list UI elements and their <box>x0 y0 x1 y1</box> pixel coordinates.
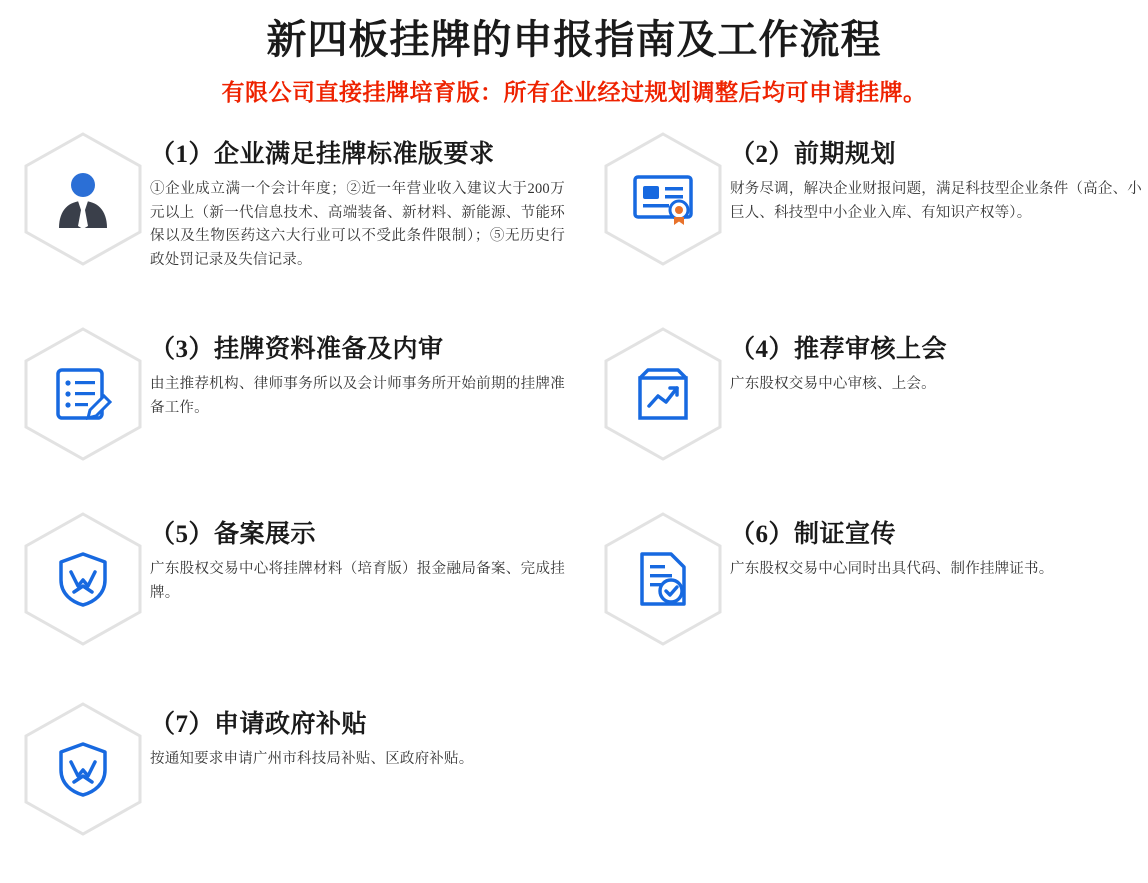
step-title-1: （1）企业满足挂牌标准版要求 <box>150 141 495 168</box>
step-title-2: （2）前期规划 <box>730 141 897 168</box>
step-body-2: 财务尽调，解决企业财报问题，满足科技型企业条件（高企、小巨人、科技型中小企业入库、有知识产权等）。 <box>730 181 1142 221</box>
step-icon-container-4 <box>602 326 724 462</box>
document-check-icon <box>602 511 724 647</box>
step-item-1 <box>22 131 565 272</box>
step-body-1: ①企业成立满一个会计年度；②近一年营业收入建议大于200万元以上（新一代信息技术、高端装备、新材料、新能源、节能环保以及生物医药这六大行业可以不受此条件限制）；⑤无历史行政处罚记录及失信记录。 <box>150 181 565 268</box>
page-title: 新四板挂牌的申报指南及工作流程 <box>266 17 882 62</box>
certificate-icon <box>602 131 724 267</box>
step-item-4 <box>602 326 1142 462</box>
step-title-3: （3）挂牌资料准备及内审 <box>150 336 444 363</box>
step-icon-container-5 <box>22 511 144 647</box>
step-icon-container-3 <box>22 326 144 462</box>
step-item-5 <box>22 511 565 647</box>
step-item-6 <box>602 511 1142 647</box>
step-text-6 <box>730 511 1142 582</box>
step-title-6: （6）制证宣传 <box>730 521 897 548</box>
step-icon-container-1 <box>22 131 144 267</box>
step-icon-container-7 <box>22 701 144 837</box>
step-text-3 <box>150 326 565 420</box>
step-body-7: 按通知要求申请广州市科技局补贴、区政府补贴。 <box>150 751 474 768</box>
step-text-7 <box>150 701 565 772</box>
step-body-6: 广东股权交易中心同时出具代码、制作挂牌证书。 <box>730 561 1054 578</box>
page-subtitle: 有限公司直接挂牌培育版：所有企业经过规划调整后均可申请挂牌。 <box>221 80 927 105</box>
step-title-7: （7）申请政府补贴 <box>150 711 368 738</box>
step-icon-container-6 <box>602 511 724 647</box>
step-body-3: 由主推荐机构、律师事务所以及会计师事务所开始前期的挂牌准备工作。 <box>150 376 565 416</box>
step-icon-container-2 <box>602 131 724 267</box>
shield-icon <box>22 511 144 647</box>
checklist-pen-icon <box>22 326 144 462</box>
step-item-3 <box>22 326 565 462</box>
person-tie-icon <box>22 131 144 267</box>
step-body-5: 广东股权交易中心将挂牌材料（培育版）报金融局备案、完成挂牌。 <box>150 561 565 601</box>
chart-document-icon <box>602 326 724 462</box>
shield-icon <box>22 701 144 837</box>
step-body-4: 广东股权交易中心审核、上会。 <box>730 376 936 393</box>
step-title-5: （5）备案展示 <box>150 521 317 548</box>
step-text-2 <box>730 131 1142 225</box>
step-text-4 <box>730 326 1142 397</box>
step-text-5 <box>150 511 565 605</box>
step-title-4: （4）推荐审核上会 <box>730 336 948 363</box>
step-item-7 <box>22 701 565 837</box>
step-text-1 <box>150 131 565 272</box>
step-item-2 <box>602 131 1142 267</box>
